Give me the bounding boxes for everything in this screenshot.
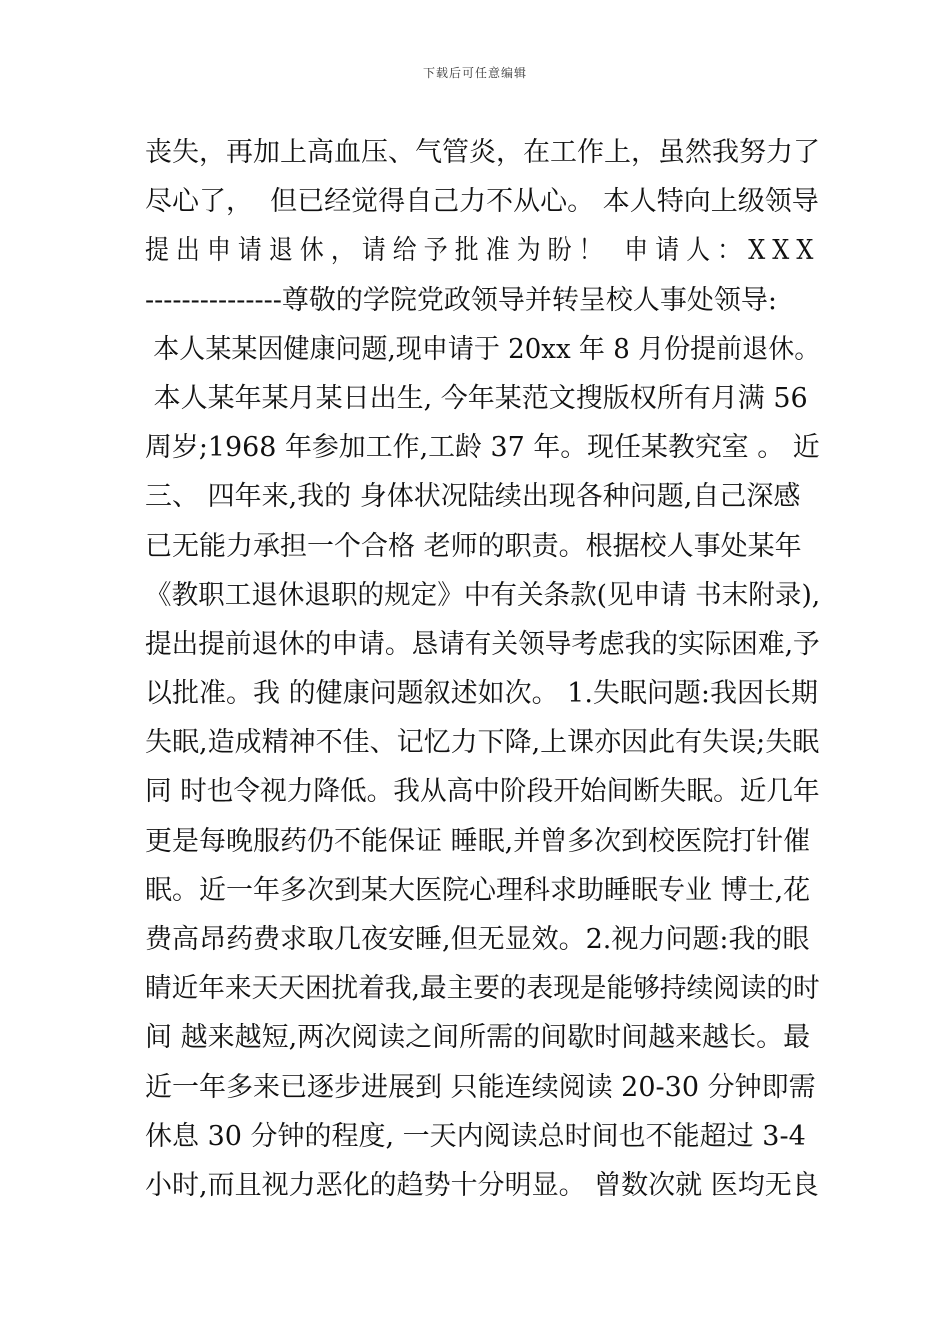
body-line: 本人某年某月某日出生, 今年某范文搜版权所有月满 56 <box>145 382 808 414</box>
body-line: 同 时也令视力降低。我从高中阶段开始间断失眠。近几年 <box>145 776 820 808</box>
body-line: 丧失，再加上高血压、气管炎，在工作上，虽然我努力了 <box>145 137 820 168</box>
body-line: ---------------尊敬的学院党政领导并转呈校人事处领导: <box>145 284 777 316</box>
body-line: 眠。近一年多次到某大医院心理科求助睡眠专业 博士,花 <box>145 874 811 906</box>
body-line: 提出申请退休，请给予批准为盼！ 申请人：XXX <box>145 235 821 267</box>
body-line: 以批准。我 的健康问题叙述如次。 1.失眠问题:我因长期 <box>145 678 819 710</box>
body-line: 睛近年来天天困扰着我,最主要的表现是能够持续阅读的时 <box>145 973 820 1005</box>
body-line: 间 越来越短,两次阅读之间所需的间歇时间越来越长。最 <box>145 1022 811 1054</box>
body-line: 提出提前退休的申请。恳请有关领导考虑我的实际困难,予 <box>145 628 820 660</box>
body-line: 休息 30 分钟的程度, 一天内阅读总时间也不能超过 3-4 <box>145 1120 806 1152</box>
body-line: 本人某某因健康问题,现申请于 20xx 年 8 月份提前退休。 <box>145 333 821 365</box>
body-line: 失眠,造成精神不佳、记忆力下降,上课亦因此有失误;失眠 <box>145 727 820 759</box>
body-line: 尽心了， 但已经觉得自己力不从心。 本人特向上级领导 <box>145 186 819 218</box>
body-line: 近一年多来已逐步进展到 只能连续阅读 20-30 分钟即需 <box>145 1071 816 1103</box>
body-line: 小时,而且视力恶化的趋势十分明显。 曾数次就 医均无良 <box>145 1169 819 1201</box>
body-line: 《教职工退休退职的规定》中有关条款(见申请 书末附录), <box>145 579 821 611</box>
page-header: 下载后可任意编辑 <box>422 66 527 80</box>
body-line: 费高昂药费求取几夜安睡,但无显效。2.视力问题:我的眼 <box>145 924 810 955</box>
body-line: 周岁;1968 年参加工作,工龄 37 年。现任某教究室 。 近 <box>145 432 820 464</box>
body-line: 三、 四年来,我的 身体状况陆续出现各种问题,自己深感 <box>145 481 801 513</box>
body-line: 更是每晚服药仍不能保证 睡眠,并曾多次到校医院打针催 <box>145 825 811 857</box>
body-line: 已无能力承担一个合格 老师的职责。根据校人事处某年 <box>145 530 802 562</box>
letter-body <box>145 128 820 1210</box>
